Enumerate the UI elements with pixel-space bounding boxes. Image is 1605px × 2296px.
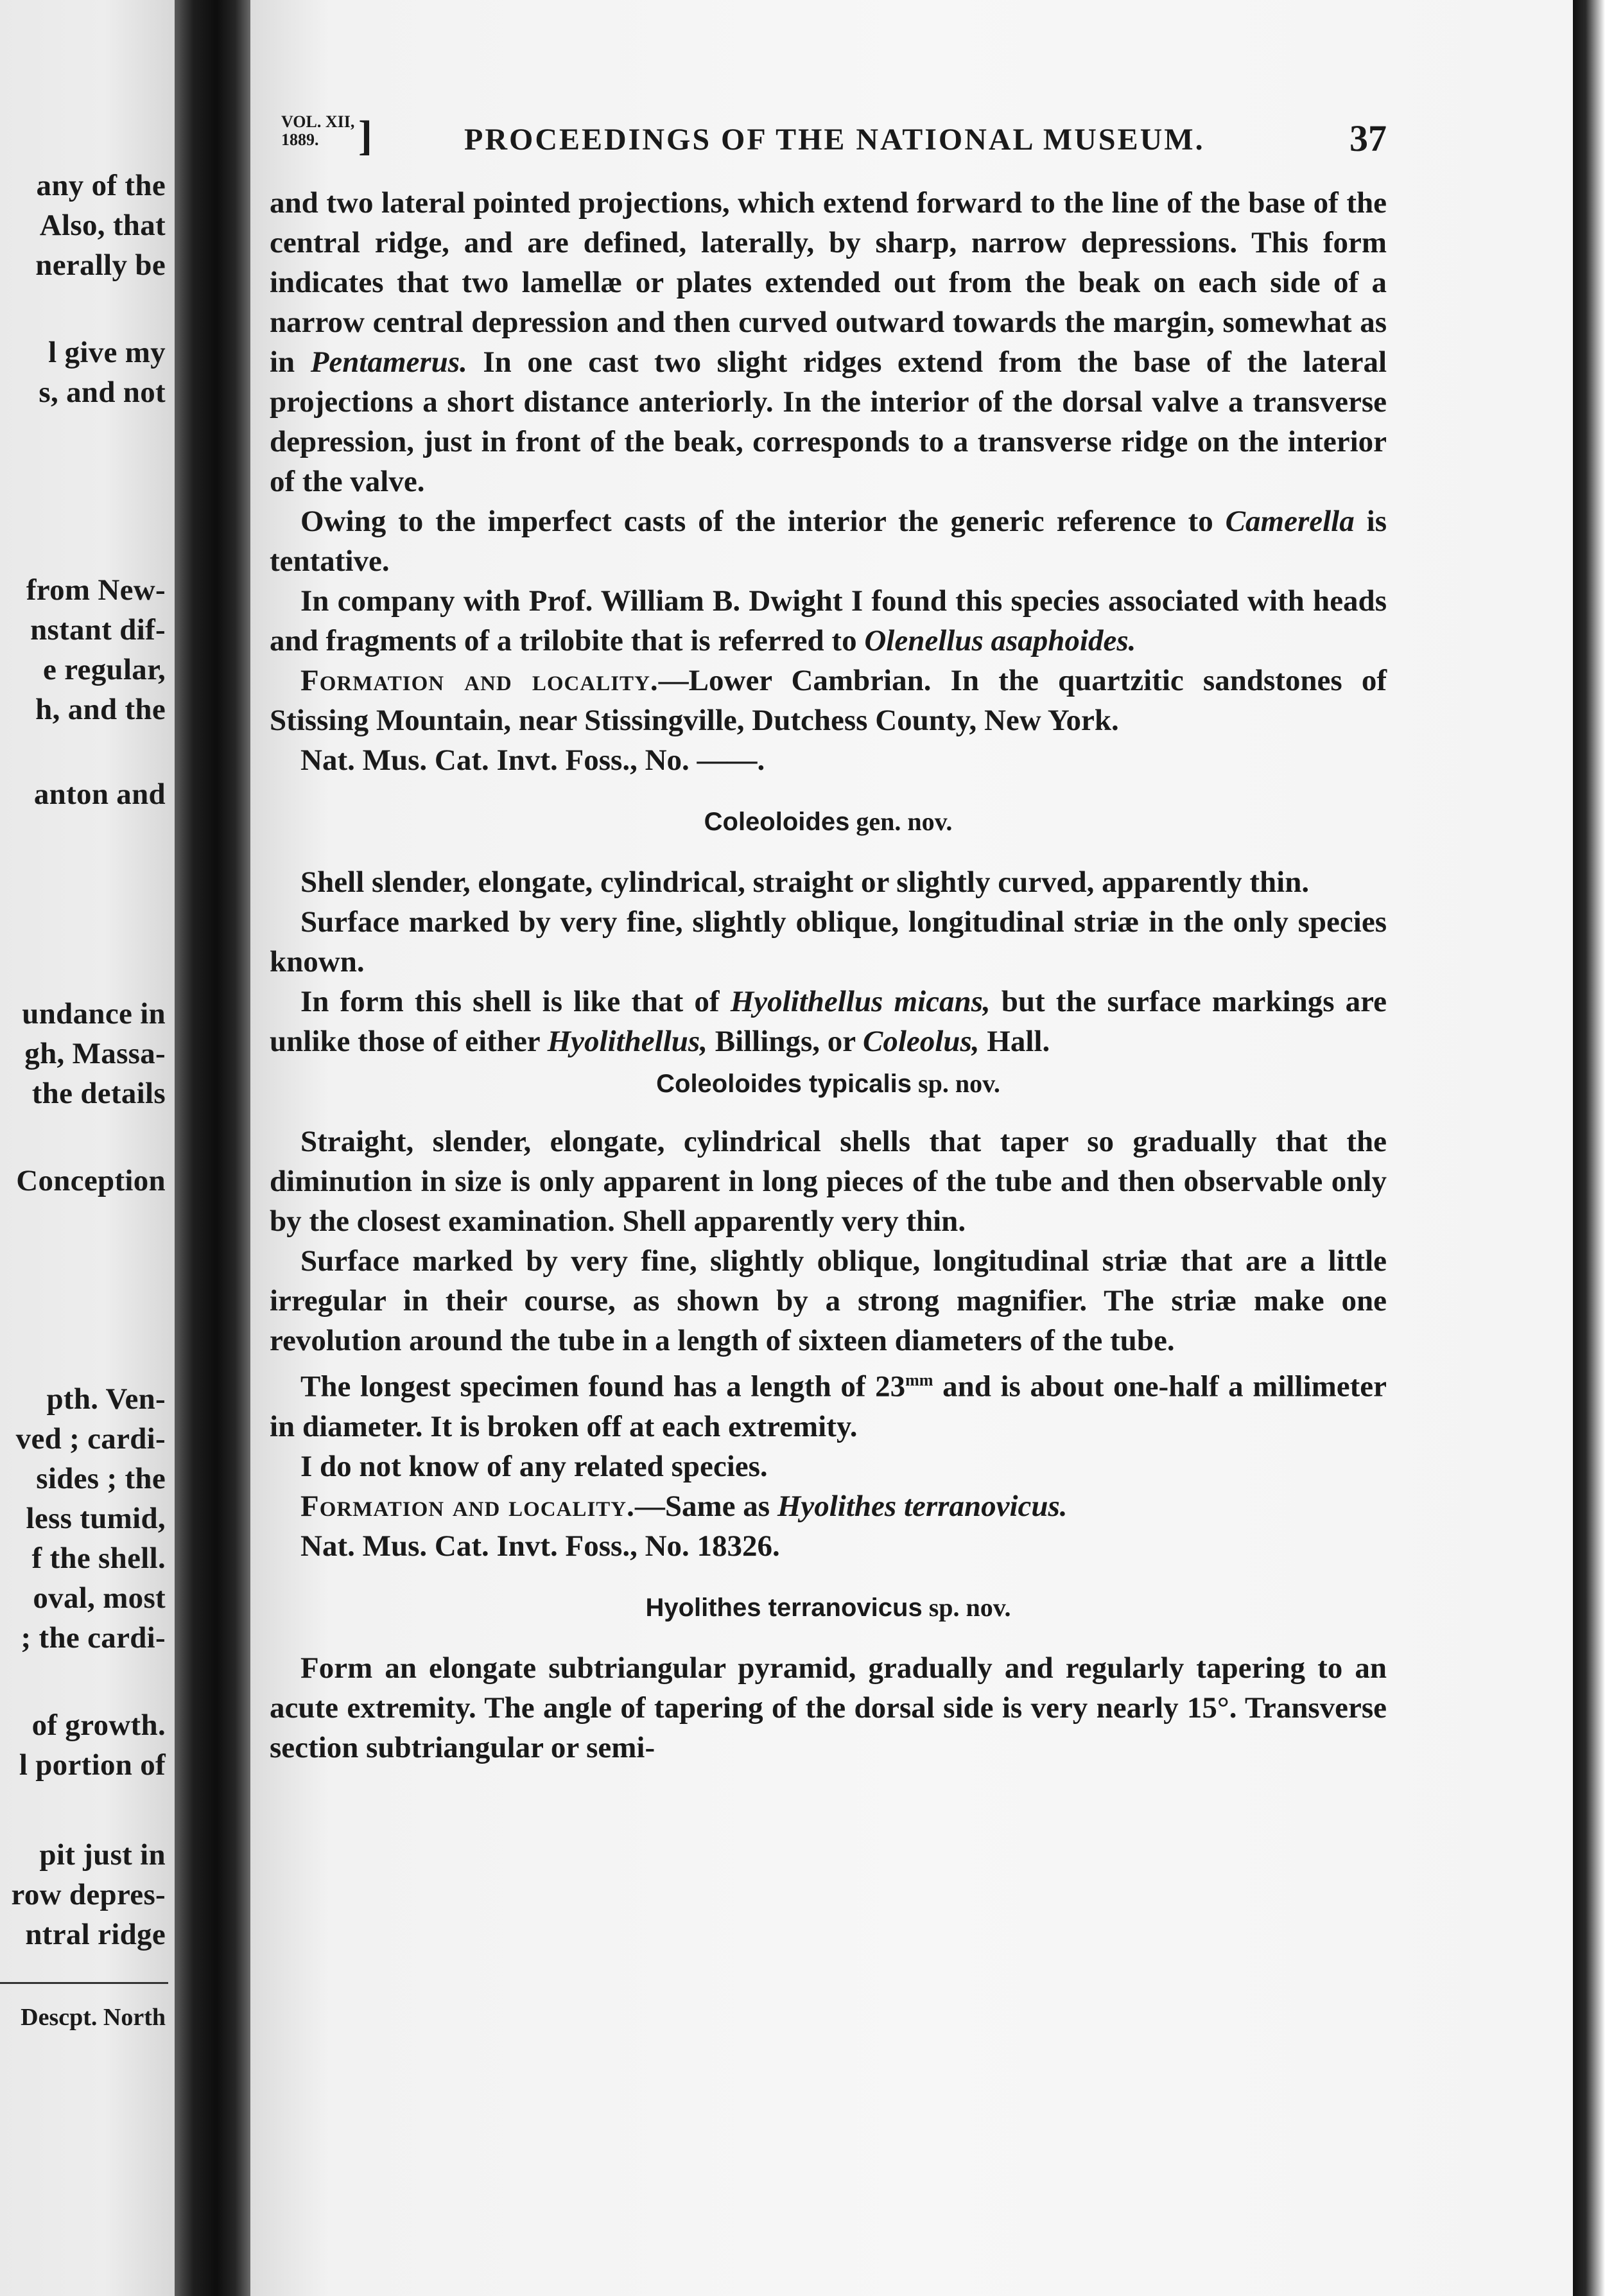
paragraph: Formation and locality.—Lower Cambrian. In the quartzitic sandstones of Stissing Mountain, near Stissingville, Dutchess County, New York. [270, 664, 1387, 737]
left-footnote: Descpt. North [21, 2004, 166, 2031]
left-page-line: gh, Massa- [24, 1037, 166, 1070]
catalog-line: Nat. Mus. Cat. Invt. Foss., No. 18326. [300, 1529, 780, 1563]
section-heading: Coleoloides typicalis sp. nov. [656, 1069, 1000, 1098]
volume-year: 1889. [281, 130, 319, 149]
paragraph: Surface marked by very fine, slightly oblique, longitudinal striæ that are a little irregular in their course, as shown by a strong magnifier. The striæ make one revolution around the tube in a length of sixteen diameters of the tube. [270, 1244, 1387, 1357]
left-page-line: oval, most [33, 1581, 166, 1615]
section-heading: Hyolithes terranovicus sp. nov. [645, 1592, 1011, 1622]
paragraph: and two lateral pointed projections, which extend forward to the line of the base of the central ridge, and are defined, laterally, by sharp, narrow depressions. This form indicates that two lamellæ or plates extended out from the beak on each side of a narrow central depression and then curved outward towards the margin, somewhat as in Pentamerus. In one cast two slight ridges extend from the base of the lateral projections a short distance anteriorly. In the interior of the dorsal valve a transverse depression, just in front of the beak, corresponds to a transverse ridge on the interior of the valve. [270, 186, 1387, 498]
left-page-line: Also, that [39, 209, 166, 242]
paragraph: Form an elongate subtriangular pyramid, gradually and regularly tapering to an acute extremity. The angle of tapering of the dorsal side is very nearly 15°. Transverse section subtriangular or semi- [270, 1651, 1387, 1764]
volume-label [281, 113, 354, 149]
left-page-line: pit just in [39, 1838, 166, 1872]
left-page-line: h, and the [35, 693, 166, 726]
left-page-line: ; the cardi- [21, 1621, 166, 1655]
left-page-line: ved ; cardi- [15, 1422, 166, 1456]
left-facing-page [0, 0, 175, 2296]
page-number: 37 [1349, 117, 1387, 159]
left-page-line: row depres- [11, 1878, 166, 1911]
left-page-line: f the shell. [31, 1542, 166, 1575]
main-text-column [270, 183, 1387, 1768]
page-edge [1573, 0, 1605, 2296]
journal-title: PROCEEDINGS OF THE NATIONAL MUSEUM. [464, 123, 1205, 157]
catalog-line: Nat. Mus. Cat. Invt. Foss., No. ——. [300, 744, 765, 777]
left-page-line: anton and [33, 778, 166, 811]
paragraph: Surface marked by very fine, slightly oblique, longitudinal striæ in the only species known. [270, 905, 1387, 978]
paragraph: Formation and locality.—Same as Hyolithes terranovicus. [300, 1489, 1068, 1523]
left-page-line: Conception [16, 1164, 166, 1197]
paragraph: In company with Prof. William B. Dwight I found this species associated with heads and fragments of a trilobite that is referred to Olenellus asaphoides. [270, 584, 1387, 657]
left-page-line: l give my [48, 336, 166, 369]
bracket: ] [358, 112, 372, 159]
paragraph: In form this shell is like that of Hyolithellus micans, but the surface markings are unlike those of either Hyolithellus, Billings, or Coleolus, Hall. [270, 985, 1387, 1058]
footnote-rule [0, 1982, 168, 1984]
left-page-line: undance in [22, 997, 166, 1031]
left-page-line: less tumid, [26, 1502, 166, 1535]
left-page-line: l portion of [19, 1748, 166, 1782]
left-page-line: pth. Ven- [46, 1382, 166, 1416]
paragraph: Straight, slender, elongate, cylindrical shells that taper so gradually that the diminution in size is only apparent in long pieces of the tube and then observable only by the closest examination. Shell apparently very thin. [270, 1125, 1387, 1238]
volume-number: VOL. XII, [281, 112, 355, 131]
left-page-line: sides ; the [36, 1462, 166, 1495]
book-gutter [175, 0, 250, 2296]
left-page-line: any of the [36, 169, 166, 202]
left-page-line: nstant dif- [30, 613, 166, 647]
left-page-line: ntral ridge [25, 1918, 166, 1951]
left-page-line: the details [31, 1077, 166, 1110]
running-head [281, 112, 1387, 168]
left-page-line: e regular, [43, 653, 166, 686]
paragraph: Shell slender, elongate, cylindrical, straight or slightly curved, apparently thin. [300, 865, 1310, 899]
left-page-line: from New- [26, 573, 166, 607]
paragraph: I do not know of any related species. [300, 1449, 768, 1483]
left-page-line: nerally be [35, 248, 166, 282]
left-page-line: of growth. [31, 1709, 166, 1742]
paragraph: Owing to the imperfect casts of the interior the generic reference to Camerella is tentative. [270, 505, 1387, 578]
section-heading: Coleoloides gen. nov. [704, 807, 953, 836]
paragraph: The longest specimen found has a length of $23^{mm}$ and is about one-half a millimeter in diameter. It is broken off at each extremity. [270, 1370, 1387, 1443]
left-page-line: s, and not [39, 376, 166, 409]
